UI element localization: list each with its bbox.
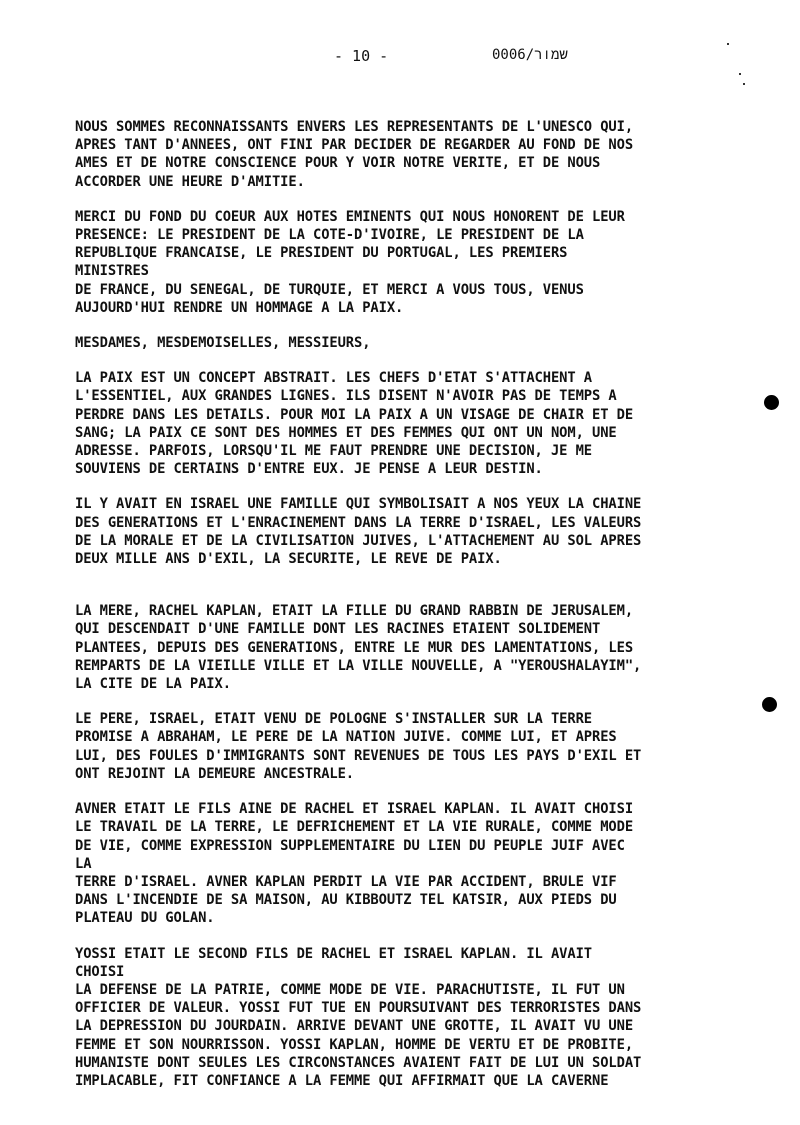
hole-punch-mark bbox=[764, 395, 779, 410]
paragraph: NOUS SOMMES RECONNAISSANTS ENVERS LES REPRESENTANTS DE L'UNESCO QUI, APRES TANT D'ANNEES, ONT FINI PAR DECIDER DE REGARDER AU FOND DE NOS AMES ET DE NOTRE CONSCIENCE POUR Y VOIR NOTRE VERITE, ET DE NOUS ACCORDER UNE HEURE D'AMITIE. bbox=[75, 119, 634, 190]
paragraph: MERCI DU FOND DU COEUR AUX HOTES EMINENTS QUI NOUS HONORENT DE LEUR PRESENCE: LE PRESIDENT DE LA COTE-D'IVOIRE, LE PRESIDENT DE LA REPUBLIQUE FRANCAISE, LE PRESIDENT DU PORTUGAL, LES PREMIERS MINISTRES DE FRANCE, DU SENEGAL, DE TURQUIE, ET MERCI A VOUS TOUS, VENUS AUJOURD'HUI RENDRE UN HOMMAGE A LA PAIX. bbox=[75, 208, 625, 316]
hole-punch-mark bbox=[762, 697, 777, 712]
document-body bbox=[75, 118, 645, 1107]
scan-speck bbox=[727, 43, 729, 45]
paragraph: YOSSI ETAIT LE SECOND FILS DE RACHEL ET ISRAEL KAPLAN. IL AVAIT CHOISI LA DEFENSE DE LA PATRIE, COMME MODE DE VIE. PARACHUTISTE, IL FUT UN OFFICIER DE VALEUR. YOSSI FUT TUE EN POURSUIVANT DES TERRORISTES DANS LA DEPRESSION DU JOURDAIN. ARRIVE DEVANT UNE GROTTE, IL AVAIT VU UNE FEMME ET SON NOURRISSON. YOSSI KAPLAN, HOMME DE VERTU ET DE PROBITE, HUMANISTE DONT SEULES LES CIRCONSTANCES AVAIENT FAIT DE LUI UN SOLDAT IMPLACABLE, FIT CONFIANCE A LA FEMME QUI AFFIRMAIT QUE LA CAVERNE bbox=[75, 945, 642, 1089]
document-reference: שמור/0006 bbox=[492, 47, 568, 63]
paragraph: LA PAIX EST UN CONCEPT ABSTRAIT. LES CHEFS D'ETAT S'ATTACHENT A L'ESSENTIEL, AUX GRANDES LIGNES. ILS DISENT N'AVOIR PAS DE TEMPS A PERDRE DANS LES DETAILS. POUR MOI LA PAIX A UN VISAGE DE CHAIR ET DE SANG; LA PAIX CE SONT DES HOMMES ET DES FEMMES QUI ONT UN NOM, UNE ADRESSE. PARFOIS, LORSQU'IL ME FAUT PRENDRE UNE DECISION, JE ME SOUVIENS DE CERTAINS D'ENTRE EUX. JE PENSE A LEUR DESTIN. bbox=[75, 370, 634, 478]
paragraph: AVNER ETAIT LE FILS AINE DE RACHEL ET ISRAEL KAPLAN. IL AVAIT CHOISI LE TRAVAIL DE LA TERRE, LE DEFRICHEMENT ET LA VIE RURALE, COMME MODE DE VIE, COMME EXPRESSION SUPPLEMENTAIRE DU LIEN DU PEUPLE JUIF AVEC LA TERRE D'ISRAEL. AVNER KAPLAN PERDIT LA VIE PAR ACCIDENT, BRULE VIF DANS L'INCENDIE DE SA MAISON, AU KIBBOUTZ TEL KATSIR, AUX PIEDS DU PLATEAU DU GOLAN. bbox=[75, 801, 634, 927]
paragraph: LE PERE, ISRAEL, ETAIT VENU DE POLOGNE S'INSTALLER SUR LA TERRE PROMISE A ABRAHAM, LE PERE DE LA NATION JUIVE. COMME LUI, ET APRES LUI, DES FOULES D'IMMIGRANTS SONT REVENUES DE TOUS LES PAYS D'EXIL ET ONT REJOINT LA DEMEURE ANCESTRALE. bbox=[75, 711, 642, 782]
scan-speck bbox=[743, 83, 745, 85]
paragraph: LA MERE, RACHEL KAPLAN, ETAIT LA FILLE DU GRAND RABBIN DE JERUSALEM, QUI DESCENDAIT D'UNE FAMILLE DONT LES RACINES ETAIENT SOLIDEMENT PLANTEES, DEPUIS DES GENERATIONS, ENTRE LE MUR DES LAMENTATIONS, LES REMPARTS DE LA VIEILLE VILLE ET LA VILLE NOUVELLE, A "YEROUSHALAYIM", LA CITE DE LA PAIX. bbox=[75, 603, 642, 693]
scan-speck bbox=[739, 73, 741, 75]
paragraph: MESDAMES, MESDEMOISELLES, MESSIEURS, bbox=[75, 335, 371, 352]
paragraph: IL Y AVAIT EN ISRAEL UNE FAMILLE QUI SYMBOLISAIT A NOS YEUX LA CHAINE DES GENERATIONS ET L'ENRACINEMENT DANS LA TERRE D'ISRAEL, LES VALEURS DE LA MORALE ET DE LA CIVILISATION JUIVES, L'ATTACHEMENT AU SOL APRES DEUX MILLE ANS D'EXIL, LA SECURITE, LE REVE DE PAIX. bbox=[75, 496, 642, 568]
page-number: - 10 - bbox=[334, 47, 389, 65]
